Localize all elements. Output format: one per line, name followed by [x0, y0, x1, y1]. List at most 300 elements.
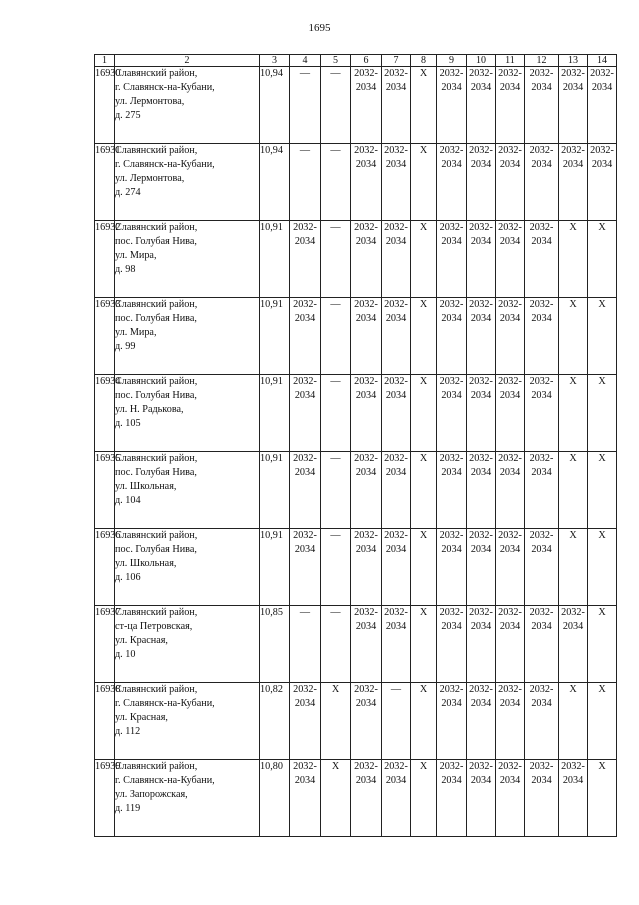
period-cell-col-7 — [382, 67, 411, 144]
period-cell-col-8 — [411, 144, 437, 221]
period-text: 2034 — [385, 390, 407, 401]
address-line: ул. Красная, — [115, 712, 168, 723]
period-cell-col-4 — [290, 606, 321, 683]
period-text: 2034 — [531, 544, 552, 555]
value-cell: 10,91 — [260, 452, 290, 529]
period-cell-col-14 — [588, 221, 617, 298]
period-text: Х — [598, 761, 606, 772]
table-row — [95, 298, 617, 375]
period-cell-col-9 — [437, 144, 467, 221]
period-text: 2032- — [439, 761, 464, 772]
address-cell — [115, 683, 260, 760]
period-text: 2032- — [354, 761, 378, 772]
period-cell-col-8 — [411, 221, 437, 298]
period-text: Х — [598, 376, 606, 387]
address-line: пос. Голубая Нива, — [115, 467, 197, 478]
period-text: 2032- — [529, 453, 554, 464]
period-text: 2034 — [531, 390, 552, 401]
address-line: ул. Лермонтова, — [115, 173, 185, 184]
period-text: Х — [598, 453, 606, 464]
period-cell-col-5 — [321, 298, 351, 375]
period-text: Х — [419, 376, 428, 387]
address-line: д. 275 — [115, 110, 141, 121]
period-text: Х — [419, 453, 428, 464]
column-header-11: 11 — [496, 55, 525, 67]
period-cell-col-5 — [321, 683, 351, 760]
period-text: 2034 — [562, 159, 584, 170]
period-cell-col-13 — [559, 144, 588, 221]
period-text: 2032- — [384, 299, 408, 310]
value-cell: 10,91 — [260, 221, 290, 298]
period-cell-col-9 — [437, 529, 467, 606]
period-text: 2034 — [441, 467, 462, 478]
period-cell-col-11 — [496, 67, 525, 144]
period-text: 2034 — [355, 82, 377, 93]
period-cell-col-10 — [467, 452, 496, 529]
period-cell-col-9 — [437, 606, 467, 683]
period-cell-col-12 — [525, 683, 559, 760]
period-text: 2032- — [293, 761, 317, 772]
period-text: 2034 — [385, 544, 407, 555]
address-line: г. Славянск-на-Кубани, — [115, 159, 215, 170]
address-line: ул. Мира, — [115, 327, 157, 338]
address-line: д. 274 — [115, 187, 141, 198]
period-text: 2032- — [469, 453, 493, 464]
period-text: 2034 — [294, 313, 316, 324]
period-cell-col-8 — [411, 298, 437, 375]
period-cell-col-9 — [437, 298, 467, 375]
address-cell — [115, 529, 260, 606]
period-cell-col-8 — [411, 67, 437, 144]
period-text: 2032- — [354, 222, 378, 233]
period-text: 2034 — [441, 775, 462, 786]
period-text: 2034 — [531, 82, 552, 93]
period-text: 2034 — [531, 621, 552, 632]
table-row — [95, 221, 617, 298]
period-text: Х — [598, 222, 606, 233]
period-cell-col-9 — [437, 221, 467, 298]
period-text: 2032- — [498, 761, 522, 772]
period-text: 2032- — [529, 607, 554, 618]
period-text: 2034 — [441, 544, 462, 555]
period-text: 2034 — [499, 313, 521, 324]
address-cell — [115, 298, 260, 375]
period-cell-col-4 — [290, 298, 321, 375]
period-cell-col-10 — [467, 221, 496, 298]
address-line: Славянский район, — [115, 222, 198, 233]
period-text: 2034 — [499, 467, 521, 478]
value-cell: 10,94 — [260, 67, 290, 144]
period-text: 2034 — [294, 390, 316, 401]
period-text: 2032- — [354, 684, 378, 695]
period-cell-col-13 — [559, 298, 588, 375]
period-text: 2032- — [469, 299, 493, 310]
period-text: 2034 — [531, 775, 552, 786]
row-number: 16933 — [95, 298, 115, 375]
table-row — [95, 760, 617, 837]
table-row — [95, 144, 617, 221]
period-text: Х — [569, 376, 577, 387]
period-text: Х — [569, 222, 577, 233]
period-cell-col-6 — [351, 760, 382, 837]
column-header-4: 4 — [290, 55, 321, 67]
period-text: 2034 — [355, 775, 377, 786]
period-cell-col-5 — [321, 529, 351, 606]
period-text: 2034 — [591, 159, 613, 170]
period-text: 2032- — [384, 530, 408, 541]
period-cell-col-11 — [496, 683, 525, 760]
period-text: 2034 — [385, 159, 407, 170]
period-text: 2032- — [439, 376, 464, 387]
period-text: — — [299, 607, 311, 618]
column-header-5: 5 — [321, 55, 351, 67]
period-text: 2034 — [562, 621, 584, 632]
period-cell-col-5 — [321, 144, 351, 221]
period-text: 2032- — [439, 684, 464, 695]
period-cell-col-9 — [437, 67, 467, 144]
period-text: 2034 — [385, 82, 407, 93]
period-cell-col-12 — [525, 529, 559, 606]
period-cell-col-4 — [290, 683, 321, 760]
period-text: 2034 — [355, 313, 377, 324]
period-text: 2034 — [470, 313, 492, 324]
period-cell-col-14 — [588, 683, 617, 760]
period-text: 2032- — [498, 530, 522, 541]
period-cell-col-5 — [321, 375, 351, 452]
period-text: 2034 — [562, 775, 584, 786]
period-text: 2032- — [529, 530, 554, 541]
period-cell-col-4 — [290, 144, 321, 221]
period-text: 2032- — [439, 145, 464, 156]
period-cell-col-14 — [588, 606, 617, 683]
period-text: 2034 — [470, 621, 492, 632]
period-text: 2032- — [498, 376, 522, 387]
address-line: пос. Голубая Нива, — [115, 236, 197, 247]
period-cell-col-7 — [382, 221, 411, 298]
address-line: пос. Голубая Нива, — [115, 544, 197, 555]
period-cell-col-12 — [525, 375, 559, 452]
period-cell-col-11 — [496, 529, 525, 606]
period-text: 2032- — [529, 68, 554, 79]
period-cell-col-7 — [382, 760, 411, 837]
period-text: — — [299, 68, 311, 79]
address-cell — [115, 375, 260, 452]
period-text: 2032- — [384, 761, 408, 772]
period-cell-col-4 — [290, 221, 321, 298]
period-cell-col-8 — [411, 529, 437, 606]
period-text: 2032- — [354, 68, 378, 79]
period-cell-col-4 — [290, 452, 321, 529]
period-cell-col-7 — [382, 529, 411, 606]
period-text: Х — [598, 530, 606, 541]
period-text: 2032- — [498, 222, 522, 233]
period-text: 2032- — [293, 684, 317, 695]
table-row — [95, 606, 617, 683]
period-text: 2034 — [470, 698, 492, 709]
period-text: 2032- — [354, 299, 378, 310]
period-cell-col-7 — [382, 452, 411, 529]
period-text: 2034 — [355, 467, 377, 478]
period-text: 2034 — [355, 390, 377, 401]
period-text: 2032- — [469, 607, 493, 618]
period-cell-col-13 — [559, 760, 588, 837]
period-cell-col-8 — [411, 683, 437, 760]
period-text: 2032- — [529, 684, 554, 695]
period-text: 2032- — [439, 299, 464, 310]
column-header-7: 7 — [382, 55, 411, 67]
address-cell — [115, 606, 260, 683]
address-line: Славянский район, — [115, 607, 198, 618]
address-line: Славянский район, — [115, 453, 198, 464]
address-line: д. 98 — [115, 264, 136, 275]
period-cell-col-9 — [437, 683, 467, 760]
period-cell-col-10 — [467, 760, 496, 837]
value-cell: 10,85 — [260, 606, 290, 683]
period-cell-col-10 — [467, 375, 496, 452]
period-text: 2034 — [294, 236, 316, 247]
address-line: д. 112 — [115, 726, 141, 737]
address-cell — [115, 452, 260, 529]
period-text: 2034 — [499, 236, 521, 247]
period-text: — — [330, 299, 341, 310]
period-cell-col-12 — [525, 760, 559, 837]
period-text: 2032- — [384, 68, 408, 79]
address-line: г. Славянск-на-Кубани, — [115, 82, 215, 93]
period-text: 2032- — [354, 607, 378, 618]
address-line: г. Славянск-на-Кубани, — [115, 775, 215, 786]
period-cell-col-12 — [525, 298, 559, 375]
period-cell-col-5 — [321, 760, 351, 837]
period-text: — — [330, 145, 341, 156]
period-text: 2034 — [441, 390, 462, 401]
period-text: 2034 — [441, 698, 462, 709]
period-text: — — [299, 145, 311, 156]
period-cell-col-14 — [588, 529, 617, 606]
period-text: 2032- — [354, 376, 378, 387]
period-text: 2032- — [561, 68, 585, 79]
address-line: д. 106 — [115, 572, 141, 583]
period-text: 2034 — [499, 544, 521, 555]
period-text: 2032- — [469, 222, 493, 233]
period-text: Х — [419, 684, 428, 695]
period-text: 2032- — [469, 376, 493, 387]
period-cell-col-9 — [437, 375, 467, 452]
period-text: 2032- — [384, 453, 408, 464]
period-text: 2034 — [385, 236, 407, 247]
period-text: 2034 — [441, 236, 462, 247]
period-text: 2034 — [441, 159, 462, 170]
address-line: г. Славянск-на-Кубани, — [115, 698, 215, 709]
period-text: 2032- — [439, 68, 464, 79]
period-cell-col-7 — [382, 144, 411, 221]
period-text: 2032- — [293, 299, 317, 310]
period-cell-col-6 — [351, 221, 382, 298]
period-cell-col-8 — [411, 375, 437, 452]
period-text: 2032- — [529, 761, 554, 772]
period-text: Х — [419, 761, 428, 772]
period-text: 2032- — [469, 145, 493, 156]
period-text: Х — [419, 145, 428, 156]
address-line: ул. Лермонтова, — [115, 96, 185, 107]
period-text: — — [330, 530, 341, 541]
period-text: 2034 — [499, 82, 521, 93]
period-text: 2032- — [498, 68, 522, 79]
period-text: 2034 — [470, 82, 492, 93]
row-number: 16936 — [95, 529, 115, 606]
register-table — [94, 54, 617, 837]
period-cell-col-6 — [351, 683, 382, 760]
period-cell-col-7 — [382, 606, 411, 683]
row-number: 16937 — [95, 606, 115, 683]
period-cell-col-14 — [588, 760, 617, 837]
address-line: ул. Школьная, — [115, 558, 177, 569]
period-text: 2032- — [439, 607, 464, 618]
period-text: 2032- — [354, 145, 378, 156]
value-cell: 10,91 — [260, 529, 290, 606]
row-number: 16939 — [95, 760, 115, 837]
period-cell-col-6 — [351, 375, 382, 452]
period-text: 2034 — [355, 544, 377, 555]
period-cell-col-10 — [467, 298, 496, 375]
period-cell-col-4 — [290, 375, 321, 452]
address-cell — [115, 760, 260, 837]
period-cell-col-10 — [467, 606, 496, 683]
period-text: — — [330, 68, 341, 79]
address-line: ул. Н. Радькова, — [115, 404, 184, 415]
address-line: ул. Запорожская, — [115, 789, 188, 800]
period-text: 2034 — [355, 236, 377, 247]
value-cell: 10,80 — [260, 760, 290, 837]
period-text: 2032- — [561, 145, 585, 156]
address-line: Славянский район, — [115, 145, 198, 156]
period-cell-col-6 — [351, 67, 382, 144]
period-text: 2034 — [355, 159, 377, 170]
period-text: 2034 — [531, 159, 552, 170]
period-text: Х — [331, 684, 340, 695]
row-number: 16938 — [95, 683, 115, 760]
period-cell-col-12 — [525, 144, 559, 221]
period-cell-col-14 — [588, 375, 617, 452]
period-text: 2034 — [470, 775, 492, 786]
period-text: 2032- — [384, 376, 408, 387]
period-cell-col-12 — [525, 452, 559, 529]
table-body — [95, 67, 617, 837]
period-cell-col-4 — [290, 529, 321, 606]
address-line: д. 119 — [115, 803, 141, 814]
period-cell-col-12 — [525, 606, 559, 683]
period-cell-col-12 — [525, 67, 559, 144]
period-cell-col-8 — [411, 760, 437, 837]
period-cell-col-4 — [290, 67, 321, 144]
period-cell-col-14 — [588, 144, 617, 221]
column-header-2: 2 — [115, 55, 260, 67]
address-line: д. 105 — [115, 418, 141, 429]
period-cell-col-5 — [321, 452, 351, 529]
period-text: 2032- — [439, 222, 464, 233]
period-cell-col-11 — [496, 760, 525, 837]
column-header-3: 3 — [260, 55, 290, 67]
period-cell-col-9 — [437, 760, 467, 837]
period-cell-col-6 — [351, 452, 382, 529]
period-text: 2034 — [441, 82, 462, 93]
period-cell-col-5 — [321, 606, 351, 683]
value-cell: 10,94 — [260, 144, 290, 221]
column-header-13: 13 — [559, 55, 588, 67]
period-cell-col-13 — [559, 375, 588, 452]
period-cell-col-7 — [382, 375, 411, 452]
period-text: 2032- — [561, 761, 585, 772]
period-cell-col-6 — [351, 298, 382, 375]
period-cell-col-13 — [559, 452, 588, 529]
address-line: Славянский район, — [115, 530, 198, 541]
period-text: 2034 — [499, 775, 521, 786]
period-text: 2032- — [293, 376, 317, 387]
period-text: Х — [569, 530, 577, 541]
period-text: 2034 — [355, 698, 377, 709]
address-line: Славянский район, — [115, 68, 198, 79]
period-text: 2034 — [385, 775, 407, 786]
period-cell-col-14 — [588, 452, 617, 529]
period-text: 2034 — [531, 698, 552, 709]
period-text: Х — [419, 222, 428, 233]
period-cell-col-10 — [467, 529, 496, 606]
period-text: 2034 — [499, 390, 521, 401]
period-text: 2032- — [293, 453, 317, 464]
period-text: Х — [569, 453, 577, 464]
period-text: 2032- — [293, 530, 317, 541]
value-cell: 10,82 — [260, 683, 290, 760]
period-text: 2034 — [294, 467, 316, 478]
address-line: ул. Красная, — [115, 635, 168, 646]
period-text: 2032- — [498, 684, 522, 695]
period-text: — — [330, 376, 341, 387]
period-text: 2032- — [529, 376, 554, 387]
period-text: 2034 — [499, 159, 521, 170]
period-text: 2032- — [384, 145, 408, 156]
period-text: Х — [569, 684, 577, 695]
table-row — [95, 529, 617, 606]
period-cell-col-11 — [496, 375, 525, 452]
period-text: 2034 — [294, 544, 316, 555]
period-text: 2034 — [562, 82, 584, 93]
period-cell-col-10 — [467, 144, 496, 221]
table-row — [95, 683, 617, 760]
period-cell-col-10 — [467, 67, 496, 144]
address-cell — [115, 67, 260, 144]
period-cell-col-14 — [588, 298, 617, 375]
period-text: Х — [419, 607, 428, 618]
period-text: 2032- — [498, 145, 522, 156]
period-text: 2032- — [498, 607, 522, 618]
period-text: 2034 — [470, 467, 492, 478]
period-text: 2032- — [439, 530, 464, 541]
period-text: 2032- — [293, 222, 317, 233]
period-text: 2032- — [529, 299, 554, 310]
period-text: 2034 — [531, 236, 552, 247]
period-cell-col-13 — [559, 529, 588, 606]
period-text: 2034 — [531, 313, 552, 324]
period-cell-col-8 — [411, 452, 437, 529]
column-header-10: 10 — [467, 55, 496, 67]
period-text: 2034 — [591, 82, 613, 93]
period-text: 2032- — [590, 68, 614, 79]
period-cell-col-10 — [467, 683, 496, 760]
address-line: д. 104 — [115, 495, 141, 506]
period-text: 2032- — [529, 222, 554, 233]
period-text: 2034 — [441, 313, 462, 324]
period-text: 2032- — [384, 607, 408, 618]
address-line: Славянский район, — [115, 684, 198, 695]
